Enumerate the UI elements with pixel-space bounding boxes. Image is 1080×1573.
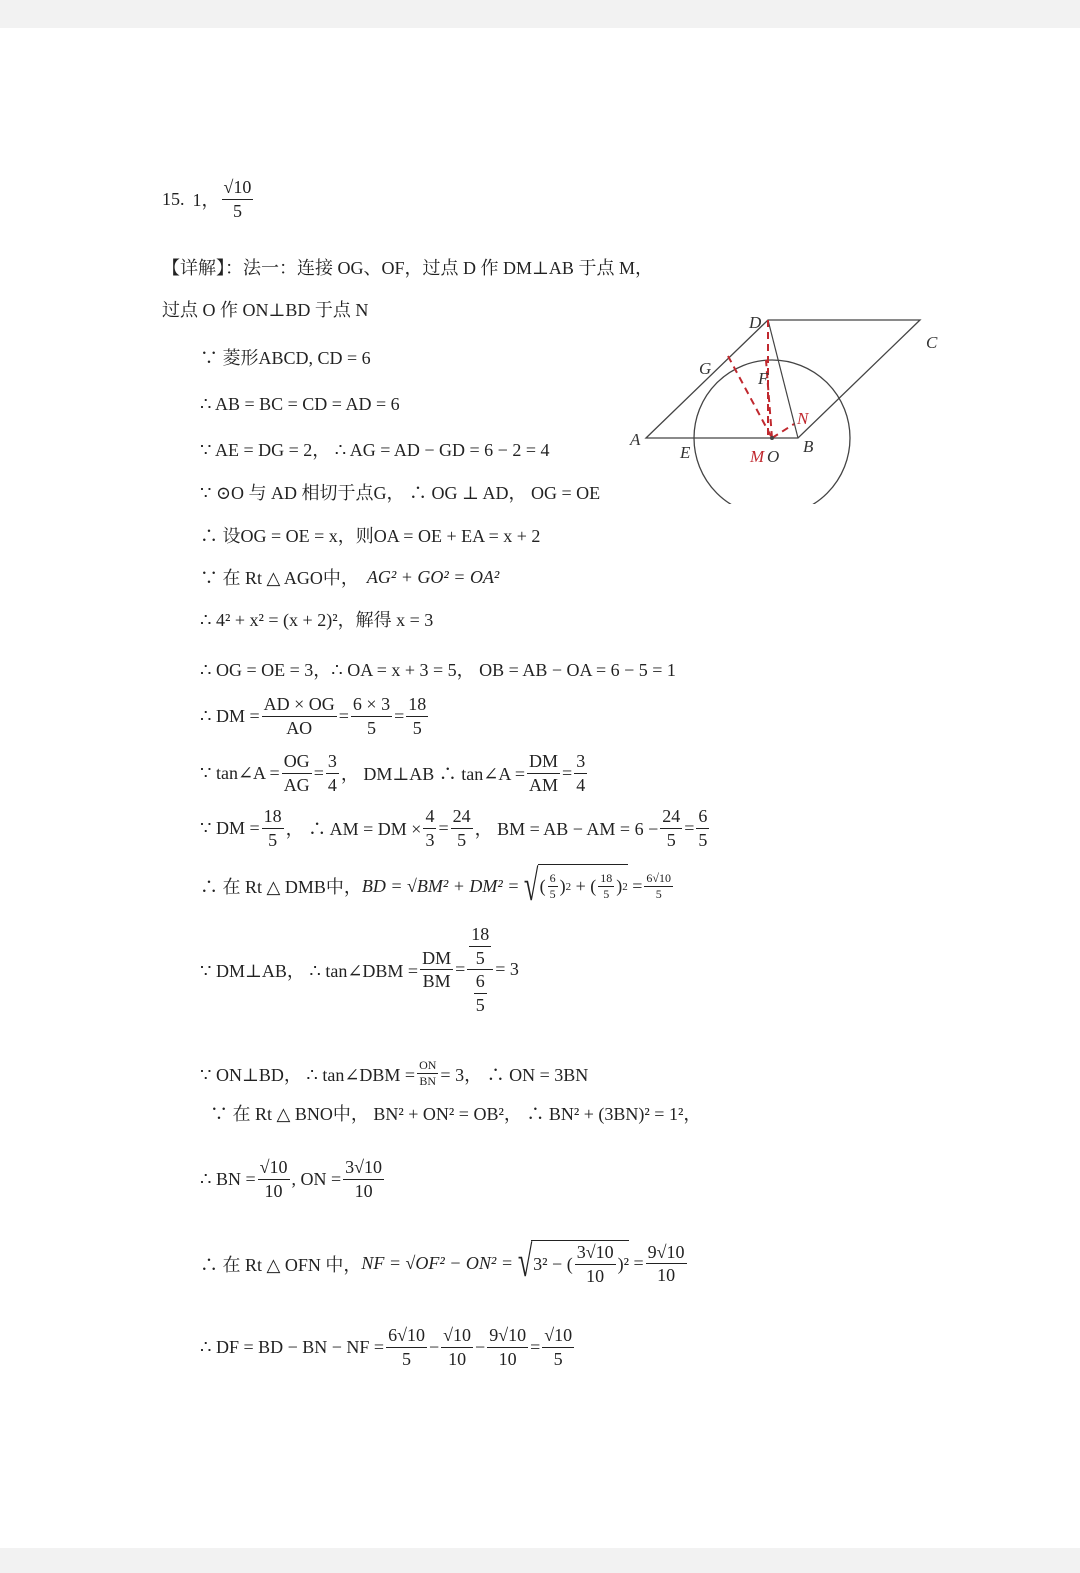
step-6-text: ∵ 在 Rt △ AGO中， bbox=[200, 568, 359, 588]
answer-denominator: 5 bbox=[232, 200, 242, 221]
fraction: $\frac{√10}{10}$ bbox=[259, 1157, 288, 1201]
fraction: $\frac{ON}{BN}$ bbox=[419, 1058, 437, 1088]
label-e: E bbox=[680, 443, 691, 462]
fraction: $\frac{6 \times 3}{5}$ bbox=[352, 694, 391, 738]
step-16 bbox=[200, 1156, 386, 1202]
step-14-pre: ∵ ON⊥BD， ∴ tan∠DBM = bbox=[200, 1064, 416, 1085]
document-page bbox=[0, 28, 1080, 1548]
complex-fraction: $\frac{\frac{18}{5}}{\frac{6}{5}}$ bbox=[467, 923, 493, 1016]
fraction: $\frac{18}{5}$ bbox=[263, 806, 282, 850]
step-3: ∵ AE = DG = 2， ∴ AG = AD − GD = 6 − 2 = 4 bbox=[200, 440, 550, 460]
step-7: ∴ 4² + x² = (x + 2)²，解得 x = 3 bbox=[200, 610, 434, 630]
step-10-mid: ， DM⊥AB ∴ tan∠A = bbox=[340, 764, 526, 784]
step-6 bbox=[200, 564, 499, 590]
step-16-pre: ∴ BN = bbox=[200, 1168, 256, 1189]
answer-numerator: √10 bbox=[222, 176, 254, 200]
step-13-pre: ∵ DM⊥AB， ∴ tan∠DBM = bbox=[200, 960, 419, 981]
fraction: $\frac{24}{5}$ bbox=[662, 806, 681, 850]
fraction: $\frac{6√10}{5}$ bbox=[646, 870, 672, 901]
step-12-mid: BD = √BM² + DM² = bbox=[361, 875, 520, 896]
label-n: N bbox=[797, 409, 809, 428]
fraction: $\frac{3√10}{10}$ bbox=[576, 1242, 614, 1286]
answer-line bbox=[162, 176, 255, 222]
fraction: $\frac{9√10}{10}$ bbox=[647, 1241, 685, 1285]
step-9-pre: ∴ DM = bbox=[200, 705, 260, 726]
step-6-equation: AG² + GO² = OA² bbox=[366, 566, 500, 587]
step-10: ∵ tan∠A = $\frac{OG}{AG}$ = $\frac{3}{4}$ ， DM⊥AB ∴ tan∠A = $\frac{DM}{AM}$ = $\frac{3}{4}$ bbox=[200, 751, 586, 795]
fraction: $\frac{6√10}{5}$ bbox=[388, 1325, 425, 1369]
diagonal-bd bbox=[768, 320, 798, 438]
step-11-mid1: ， ∴ AM = DM × bbox=[285, 819, 422, 839]
fraction: $\frac{√10}{10}$ bbox=[443, 1325, 472, 1369]
fraction: $\frac{3√10}{10}$ bbox=[345, 1157, 383, 1201]
step-13: ∵ DM⊥AB， ∴ tan∠DBM = $\frac{DM}{BM}$ = $\frac{\frac{18}{5}}{\frac{6}{5}}$ = 3 bbox=[200, 924, 519, 1015]
step-15: ∵ 在 Rt △ BNO中， BN² + ON² = OB²， ∴ BN² + (3BN)² = 1²， bbox=[210, 1104, 702, 1124]
step-17: ∴ 在 Rt △ OFN 中， NF = √OF² − ON² = √ 3² − ( $\frac{3√10}{10}$ )² = $\frac{9√10}{10}$ bbox=[200, 1237, 685, 1286]
problem-number: 15. bbox=[162, 188, 185, 209]
label-m: M bbox=[750, 447, 765, 466]
step-13-end: = 3 bbox=[495, 959, 519, 979]
step-9: ∴ DM = $\frac{AD \times OG}{AO}$ = $\frac{6 \times 3}{5}$ = $\frac{18}{5}$ bbox=[200, 694, 427, 738]
step-10-pre: ∵ tan∠A = bbox=[200, 762, 280, 783]
step-18-pre: ∴ DF = BD − BN − NF = bbox=[200, 1336, 385, 1357]
step-11: ∵ DM = $\frac{18}{5}$ ， ∴ AM = DM × $\frac{4}{3}$ = $\frac{24}{5}$ ， BM = AB − AM = 6 − $\frac{24}{5}$ = $\frac{6}{5}$ bbox=[200, 806, 708, 850]
segment-on bbox=[772, 424, 794, 438]
fraction: $\frac{AD \times OG}{AO}$ bbox=[263, 694, 335, 738]
label-a: A bbox=[630, 430, 641, 449]
step-18: ∴ DF = BD − BN − NF = $\frac{6√10}{5}$ − $\frac{√10}{10}$ − $\frac{9√10}{10}$ = $\frac{√10}{5}$ bbox=[200, 1325, 573, 1369]
fraction: $\frac{24}{5}$ bbox=[452, 806, 471, 850]
fraction: $\frac{18}{5}$ bbox=[408, 694, 427, 738]
step-11-mid2: ， BM = AB − AM = 6 − bbox=[474, 819, 659, 839]
step-11-pre: ∵ DM = bbox=[200, 817, 260, 838]
detail-header: 【详解】：法一：连接 OG、OF，过点 D 作 DM⊥AB 于点 M， bbox=[162, 258, 653, 278]
step-5: ∴ 设OG = OE = x，则OA = OE + EA = x + 2 bbox=[200, 526, 541, 546]
fraction: $\frac{DM}{BM}$ bbox=[422, 947, 452, 991]
label-c: C bbox=[926, 333, 938, 352]
fraction: $\frac{OG}{AG}$ bbox=[283, 751, 310, 795]
step-2: ∴ AB = BC = CD = AD = 6 bbox=[200, 394, 400, 414]
answer-fraction bbox=[222, 176, 254, 222]
label-d: D bbox=[749, 313, 762, 332]
step-16-mid: , ON = bbox=[291, 1168, 342, 1189]
step-1: ∵ 菱形ABCD, CD = 6 bbox=[200, 348, 371, 368]
fraction: $\frac{DM}{AM}$ bbox=[529, 751, 559, 795]
detail-line2: 过点 O 作 ON⊥BD 于点 N bbox=[162, 300, 369, 320]
label-g: G bbox=[699, 359, 712, 378]
label-b: B bbox=[803, 437, 814, 456]
label-o: O bbox=[767, 447, 780, 466]
fraction: $\frac{√10}{5}$ bbox=[544, 1325, 573, 1369]
fraction: $\frac{6}{5}$ bbox=[549, 871, 556, 901]
step-14-end: = 3， ∴ ON = 3BN bbox=[440, 1064, 589, 1085]
step-12-pre: ∴ 在 Rt △ DMB中， bbox=[200, 877, 362, 897]
label-f: F bbox=[758, 369, 769, 388]
center-o bbox=[770, 436, 774, 440]
sqrt-expression: √ ( $\frac{6}{5}$ ) 2 + ( $\frac{18}{5}$ ) 2 bbox=[524, 861, 628, 910]
step-17-pre: ∴ 在 Rt △ OFN 中， bbox=[200, 1254, 362, 1275]
fraction: $\frac{3}{4}$ bbox=[576, 751, 586, 795]
step-8: ∴ OG = OE = 3，∴ OA = x + 3 = 5， OB = AB − OA = 6 − 5 = 1 bbox=[200, 660, 676, 680]
fraction: $\frac{18}{5}$ bbox=[600, 871, 613, 901]
fraction: $\frac{9√10}{10}$ bbox=[489, 1325, 527, 1369]
fraction: $\frac{4}{3}$ bbox=[425, 806, 435, 850]
geometry-figure bbox=[620, 294, 960, 504]
sqrt-expression: √ 3² − ( $\frac{3√10}{10}$ )² bbox=[517, 1237, 629, 1286]
step-4: ∵ ⊙O 与 AD 相切于点G， ∴ OG ⊥ AD， OG = OE bbox=[200, 483, 601, 503]
step-14 bbox=[200, 1058, 588, 1089]
fraction: $\frac{3}{4}$ bbox=[327, 751, 337, 795]
step-12: ∴ 在 Rt △ DMB中， BD = √BM² + DM² = √ ( $\frac{6}{5}$ ) 2 + ( $\frac{18}{5}$ ) 2 = $\frac{6√10}{5}$ bbox=[200, 861, 672, 910]
fraction: $\frac{6}{5}$ bbox=[698, 806, 708, 850]
step-17-mid: NF = √OF² − ON² = bbox=[361, 1253, 513, 1273]
answer-first: 1， bbox=[192, 190, 220, 210]
